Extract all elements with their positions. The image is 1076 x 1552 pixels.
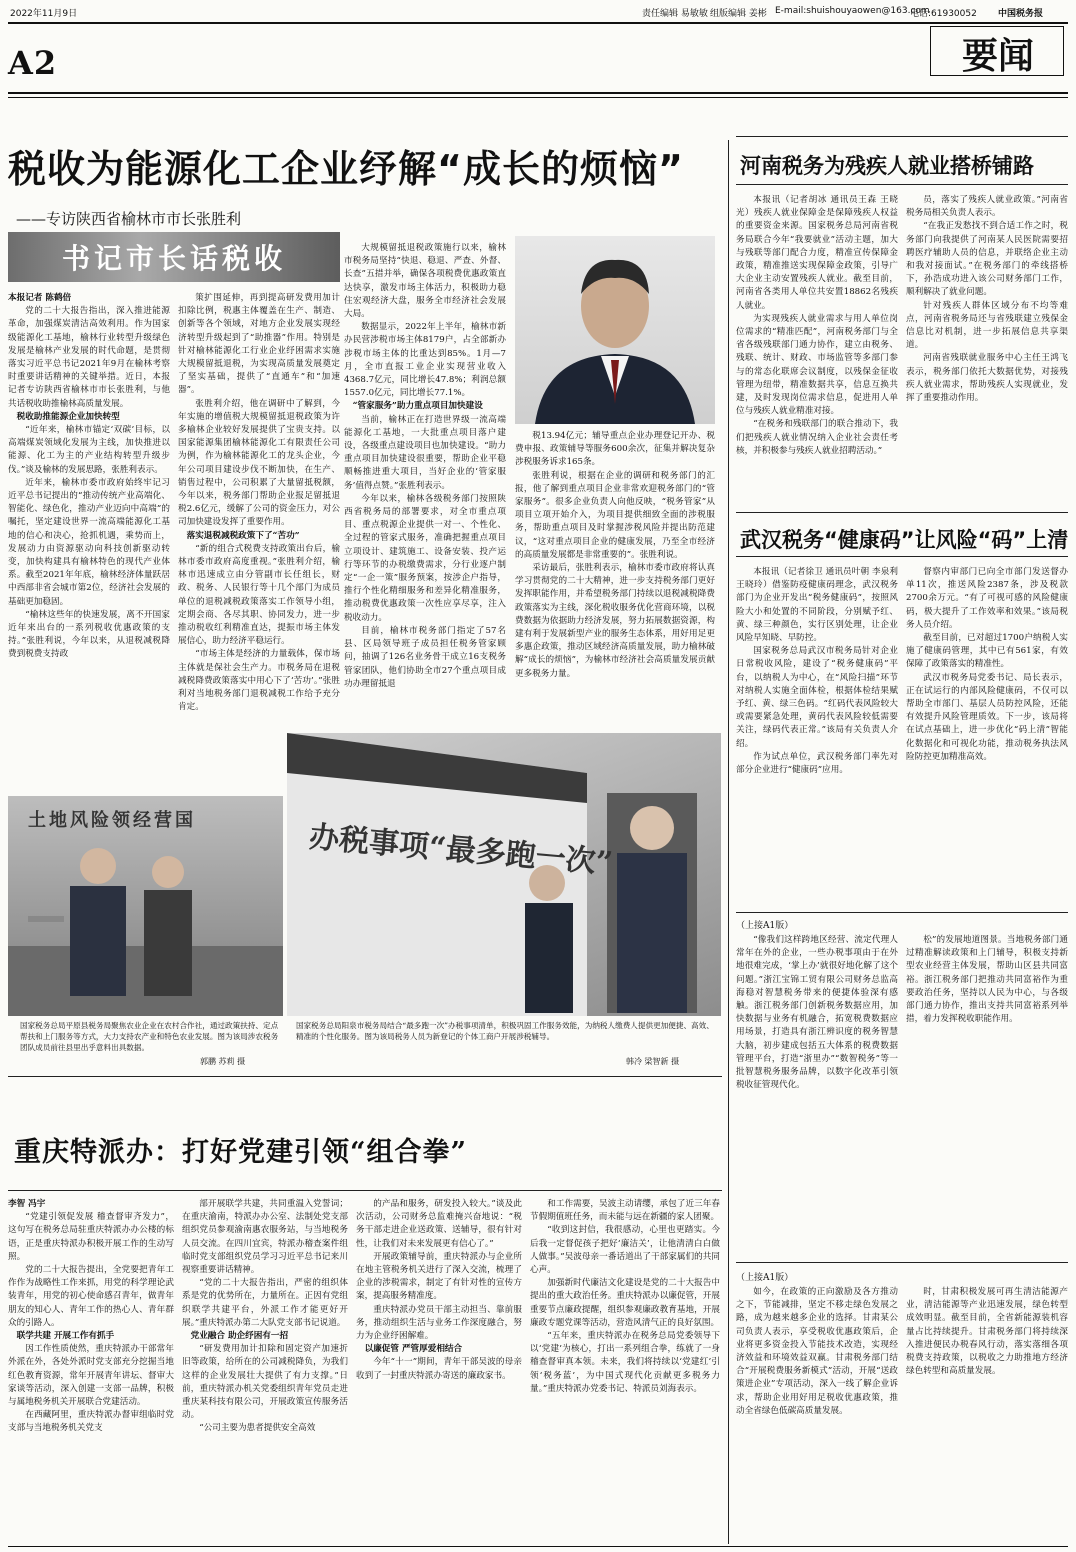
wuhan-title-rule	[736, 556, 1068, 557]
continued-1-col-2	[906, 934, 1068, 1250]
continued-1-label: （上接A1版）	[736, 921, 794, 931]
chongqing-col-3	[356, 1198, 522, 1544]
right-photo-caption: 国家税务总局阳泉市税务局结合“最多跑一次”办税事项清单，积极巩固工作服务效能，为纳税人缴费人提供更加便捷、高效、精准的个性化服务。图为该局税务人员为新登记的个体工商户开展涉税辅导。	[296, 1021, 714, 1041]
paragraph: 张胜利说，根据在企业的调研和税务部门的汇报，他了解到重点项目企业非常欢迎税务部门的“管家服务”。很多企业负责人向他反映，“税务管家”从项目立项开始介入，为项目提供细致全面的涉税服务，帮助重点项目及时掌握涉税风险并提出防范建议，“这对重点项目企业的健康发展，乃至全市经济的高质量发展都是非常重要的”。张胜利说。	[515, 470, 715, 560]
byline: 李智 冯宇	[8, 1199, 46, 1209]
wuhan-col-2	[906, 566, 1068, 906]
right-news-photo	[287, 733, 721, 1016]
chongqing-title-rule	[8, 1190, 722, 1191]
portrait-illustration	[515, 236, 715, 424]
wuhan-col-1	[736, 566, 898, 906]
continued-2-label: （上接A1版）	[736, 1273, 794, 1283]
paragraph: “公司主要为患者提供安全高效	[199, 1423, 316, 1434]
paragraph: 本报讯（记者徐卫 通讯员叶朝 李泉利 王晓玲）借鉴防疫健康码理念，武汉税务部门为企业开发出“税务健康码”，按照风险大小和处置的不同阶段，分别赋予红、黄、绿三种颜色，实行区别处理，让企业风险早知晓、早防控。	[736, 567, 898, 644]
continued-1-col-1-text: “像我们这样跨地区经营、流定代理人常年在外的企业，一些办税事项由于在外地很难完成，‘掌上办’就很好地化解了这个问题。”浙江宝锦工贸有限公司财务总监高海稳对智慧税务带来的便捷体验深有感触。浙江税务部门创新税务数据应用，加快数据与业务有机融合，拓宽税费数据应用场景，打造具有浙江辨识度的税务智慧大脑，初步建成包括五大体系的税费数据管理平台，打造“浙里办”“数智税务”等一批智慧税务服务品牌，以数字化改革引领税收征管现代化。	[736, 935, 898, 1091]
chongqing-headline: 重庆特派办：打好党建引领“组合拳”	[14, 1137, 468, 1168]
henan-title-rule	[736, 184, 1068, 185]
paragraph: “五年来，重庆特派办在税务总局党委领导下以‘党建’为核心，打出一系列组合拳，练就了一身稽查督审真本领。未来，我们将持续以‘党建红’引领‘税务蓝’，为中国式现代化贡献更多税务力量。”重庆特派办党委书记、特派员刘海表示。	[530, 1331, 720, 1394]
header-rule	[8, 22, 1068, 24]
paragraph: 员，落实了残疾人就业政策。”河南省税务局相关负责人表示。	[906, 195, 1068, 219]
chongqing-top-rule	[8, 1076, 722, 1077]
paragraph: “榆林这些年的快速发展，离不开国家近年来出台的一系列税收优惠政策的支持。”张胜利说，今年以来，从退税减税降费到税费支持政	[8, 609, 170, 660]
main-headline: 税收为能源化工企业纾解“成长的烦恼”	[8, 147, 684, 191]
main-article-col-2	[178, 292, 340, 792]
paragraph: 针对残疾人群体区域分布不均等难点，河南省税务局还与省残联建立残保金信息比对机制，进一步拓展信息共享渠道。	[906, 300, 1068, 351]
paragraph: 策扩围延伸，再到提高研发费用加计扣除比例，税惠主体覆盖在生产、制造、创新等各个领域，对地方企业发展实现经济转型升级起到了“助推器”作用。特别是针对榆林能源化工行业企业纾困需求实施大规模留抵退税，为实现高质量发展奠定了坚实基础，提供了“直通车”和“加速器”。	[178, 293, 340, 396]
paragraph: “市场主体是经济的力量载体，保市场主体就是保社会生产力。市税务局在退税减税降费政策落实中用心下了‘苦功’。”张胜利对当地税务部门退税减税工作给予充分肯定。	[178, 649, 340, 713]
paragraph: 开展政策辅导前，重庆特派办与企业所在地主管税务机关进行了深入交流，梳理了企业的涉税需求，制定了有针对性的宣传方案，提高服务精准度。	[356, 1251, 522, 1302]
continued-2-col-1-text: 如今，在政策的正向激励及各方推动之下，节能减排，坚定不移走绿色发展之路，成为越来越多企业的选择。甘肃某公司负责人表示，享受税收优惠政策后，企业将更多资金投入节能技术改造，实现经济效益和环境效益双赢。甘肃税务部门结合“开展税费服务新模式”活动，开展“送政策进企业”专项活动，深入一线了解企业诉求，帮助企业用好用足税收优惠政策，推动全省绿色低碳高质量发展。	[736, 1287, 898, 1416]
subheading: 落实退税减税政策下了“苦功”	[186, 530, 300, 541]
footer-rule	[8, 1546, 1068, 1547]
photo-signboard-text: 土地风险领经营国	[28, 810, 196, 831]
right-column-divider	[728, 140, 729, 1544]
paragraph: 目前，榆林市税务部门指定了57名县、区局领导班子成员担任税务管家顾问，抽调了126名业务骨干成立16支税务管家团队，他们协助全市27个重点项目成功办理留抵退	[344, 625, 506, 689]
paragraph: 在西藏阿里，重庆特派办督审组临时党支部与当地税务机关党支	[8, 1410, 174, 1434]
continued-2-col-1	[736, 1286, 898, 1544]
masthead-rule	[8, 92, 1068, 94]
henan-col-1	[736, 194, 898, 504]
chongqing-col-4	[530, 1198, 720, 1544]
portrait-photo	[515, 236, 715, 424]
main-article-col-3	[344, 242, 506, 792]
wuhan-top-rule	[736, 512, 1068, 513]
paragraph: 党的二十大报告指出，深入推进能源革命，加强煤炭清洁高效利用。作为国家级能源化工基地，榆林行业转型升级绿色发展是榆林产业发展的时代命题，是贯彻落实习近平总书记2021年9月在榆林考察时重要讲话精神的关键举措。近日，本报记者专访陕西省榆林市市长张胜利，与他共话税收助推榆林高质量发展。	[8, 306, 170, 409]
paragraph: “党的二十大报告指出，严密的组织体系是党的优势所在，力量所在。正因有党组织联学共建平台，外派工作才能更好开展。”重庆特派办第二大队党支部书记说道。	[182, 1278, 348, 1328]
main-subtitle: ——专访陕西省榆林市市长张胜利	[16, 210, 242, 228]
subheading: “管家服务”助力重点项目加快建设	[352, 401, 483, 412]
paragraph: “在税务和残联部门的联合推动下，我们把残疾人就业情况纳入企业社会责任考核，并积极参与残疾人就业招聘活动。”	[736, 419, 898, 456]
page-header-bar	[10, 6, 1066, 20]
paragraph: “研发费用加计扣除和固定资产加速折旧等政策，给所在的公司减税降负，为我们这样的企业发展壮大提供了有力支撑。”日前，重庆特派办机关党委组织青年党员走进重庆某科技有限公司，开展政策宣传服务活动。	[182, 1344, 348, 1421]
paragraph: 因工作性质使然，重庆特派办干部常年外派在外，各处外派时党支部充分挖掘当地红色教育资源，常年开展青年讲坛、督审大家谈等活动，深入创建一支部一品牌，积极与属地税务机关开展联合党建活动。	[8, 1344, 174, 1408]
paragraph: 今年以来，榆林各级税务部门按照陕西省税务局的部署要求，对全市重点项目、重点税源企业提供一对一、个性化、全过程的管家式服务，准确把握重点项目立项设计、建筑施工、设备安装、投产运行等环节的办税缴费需求，分行业逐户制定“一企一策”服务预案，按涉企户指导，推行个性化精细服务和差异化精准服务，推动税费优惠政策一次性应享尽享，注入税收动力。	[344, 493, 506, 623]
paragraph: 党的二十大报告提出，全党要把青年工作作为战略性工作来抓，用党的科学理论武装青年，用党的初心使命感召青年，做青年朋友的知心人、青年工作的热心人、青年群众的引路人。	[8, 1265, 174, 1328]
column-banner: 书记市长话税收	[8, 232, 340, 282]
layout-editor-credit: 组版编辑 姜彬	[710, 9, 767, 19]
paragraph: 重庆特派办党员干部主动担当、靠前服务，推动组织生活与业务工作深度融合，努力为企业纾困解难。	[356, 1304, 522, 1342]
contact-email: E-mail:shuishouyaowen@163.com	[775, 6, 930, 16]
subheading: 税收助推能源企业加快转型	[16, 411, 120, 422]
main-article-col-1	[8, 292, 170, 792]
paragraph: “新的组合式税费支持政策出台后，榆林市委市政府高度重视。”张胜利介绍，榆林市迅速成立由分管副市长任组长，财政、税务、人民银行等十几个部门为成员单位的退税减税政策落实工作领导小组，定期会商、各尽其职、协同发力，进一步推动税收红利精准直达，提振市场主体发展信心，助力经济平稳运行。	[178, 543, 340, 647]
continued-2-rule	[736, 1262, 1068, 1263]
henan-top-rule	[736, 136, 1068, 137]
paragraph: 本报讯（记者胡冰 通讯员王森 王晓光）残疾人就业保障金是保障残疾人权益的重要资金来源。国家税务总局河南省税务局联合今年“我要就业”活动主题，加大与残联等部门配合力度，精准宣传保障金政策，精准推送实现保障金政策，引导广大企业主动安置残疾人就业。截至目前，河南省各类用人单位共安置18862名残疾人就业。	[736, 195, 898, 311]
continued-2-col-2	[906, 1286, 1068, 1544]
paragraph: 武汉市税务局党委书记、局长表示，正在试运行的内部风险健康码，不仅可以帮助全市部门、基层人员防控风险，还能有效提升风险管理质效。下一步，该局将在试点基础上，进一步优化“码上清”智能化数据化和可视化功能，推动税务执法风险防控更加精准高效。	[906, 672, 1068, 762]
paragraph: 的产品和服务，研发投入较大。”谈及此次活动，公司财务总监难掩兴奋地说：“税务干部走进企业送政策、送辅导，很有针对性，让我们对未来发展更有信心了。”	[356, 1199, 522, 1249]
paragraph: 大规模留抵退税政策施行以来，榆林市税务局坚持“快退、稳退、严查、外督、长查”五措并举，确保各项税费优惠政策直达快享，激发市场主体活力，积极助力稳住宏观经济大盘，服务全市经济社会发展大局。	[344, 243, 506, 320]
paragraph: 为实现残疾人就业需求与用人单位岗位需求的“精准匹配”，河南税务部门与全省各级残联部门通力协作，建立由税务、残联、统计、财政、市场监管等多部门参与的常态化联席会议制度，以残保金征收管理为纽带，精准数据共享，信息互换共建，及时发现岗位需求信息，促进用人单位与残疾人就业精准对接。	[736, 313, 898, 417]
paragraph: 今年“十一”期间，青年干部吴波的母亲收到了一封重庆特派办寄送的廉政家书。	[356, 1357, 522, 1381]
chongqing-col-2	[182, 1198, 348, 1544]
newspaper-name: 中国税务报	[998, 9, 1044, 19]
subheading: 联学共建 开展工作有抓手	[16, 1331, 115, 1342]
issue-date: 2022年11月9日	[10, 9, 78, 19]
paragraph: 部开展联学共建，共同重温入党誓词；在重庆渝南，特派办办公室、法制处党支部组织党员参观渝南惠农服务站，与当地税务人员交流。在四川宜宾，特派办稽查案件组临时党支部组织党员学习习近平总书记来川视察重要讲话精神。	[182, 1199, 348, 1276]
subheading: 党业融合 助企纾困有一招	[190, 1331, 289, 1342]
paragraph: 作为试点单位，武汉税务部门率先对部分企业进行“健康码”应用。	[736, 751, 898, 776]
paragraph: 截至目前，已对超过1700户纳税人实施了健康码管理，其中已有561家，有效保障了政策落实的精准性。	[906, 633, 1068, 670]
left-photo-caption: 国家税务总局平原县税务局聚焦农业企业在农村合作社，通过政策扶持、定点帮扶和上门服务等方式，大力支持农产业和特色农业发展。图为该局涉农税务团队成员前往县里出乎意料出具数据。	[20, 1021, 279, 1052]
paragraph: 和工作需要，吴波主动请缨，承包了近三年春节假期值班任务，而未能与远在新疆的家人团聚。	[530, 1199, 720, 1223]
paragraph: 加强新时代廉洁文化建设是党的二十大报告中提出的重大政治任务。重庆特派办以廉促管，开展重要节点廉政提醒，组织参观廉政教育基地，开展廉政专题党课等活动，营造风清气正的良好氛围。	[530, 1278, 720, 1328]
left-photo-credit: 郭鹏 苏莉 摄	[200, 1057, 246, 1066]
paragraph: “近年来，榆林市锚定‘双碳’目标，以高端煤炭领域化发展为主线，加快推进以能源、化工为主的产业结构转型升级步伐。”谈及榆林的发展思路，张胜利表示。	[8, 425, 170, 475]
continued-1-col-1	[736, 934, 898, 1250]
paragraph: 国家税务总局武汉市税务局针对企业日常税收风险，建设了“税务健康码”平台，以纳税人为中心，在“风险扫描”环节对纳税人实施全面体检，根据体检结果赋予红、黄、绿三色码。“红码代表风险较大或需要紧急处理，黄码代表风险较低需要关注，绿码代表正常。”该局有关负责人介绍。	[736, 646, 898, 749]
contact-phone: 电话:61930052	[910, 9, 977, 19]
photo-wall-text: 办税事项“最多跑一次”	[307, 819, 615, 882]
continued-1-rule	[736, 912, 1068, 913]
page-number: A2	[8, 44, 58, 82]
paragraph: 数据显示，2022年上半年，榆林市新办民营涉税市场主体8179户，占全部新办涉税市场主体的比重达到85%。1月—7月，全市直报工业企业实现营业收入4368.7亿元，同比增长47.8%；利润总额1557.0亿元，同比增长77.1%。	[344, 322, 506, 399]
editor-credit: 责任编辑 易敏敏	[642, 9, 708, 19]
paragraph: 税13.94亿元；辅导重点企业办理登记开办、税费申报、政策辅导等服务600余次，征集并解决复杂涉税服务诉求165条。	[515, 431, 715, 468]
chongqing-col-1	[8, 1198, 174, 1544]
henan-headline: 河南税务为残疾人就业搭桥铺路	[740, 154, 1034, 178]
paragraph: “收到这封信，我很感动，心里也更踏实。今后我一定督促孩子把好‘廉洁关’，让他清清白白做人做事。”吴波母亲一番话道出了干部家属们的共同心声。	[530, 1225, 720, 1276]
left-photo-figures	[8, 796, 283, 1016]
paragraph: 采访最后，张胜利表示，榆林市委市政府将认真学习贯彻党的二十大精神，进一步支持税务部门更好发挥职能作用，并希望税务部门持续以退税减税降费政策落实为主线，深化税收服务优化营商环境，以税费数据为依据助力经济发展，努力拓展数据资源，构建有利于发展新型产业的服务生态体系，用好用足更多惠企政策，推动区域经济高质量发展，助力榆林破解“成长的烦恼”，为榆林市经济社会高质量发展贡献更多税务力量。	[515, 563, 715, 679]
continued-1-col-2-text: 松”的发展地道图景。当地税务部门通过精准解读政策和上门辅导，积极支持新型农业经营主体发展，帮助山区县共同富裕。浙江税务部门把推动共同富裕作为重要政治任务，坚持以人民为中心，与各级部门通力协作，推出支持共同富裕系列举措，着力发挥税收职能作用。	[906, 935, 1068, 1025]
left-news-photo	[8, 796, 283, 1016]
wuhan-headline: 武汉税务“健康码”让风险“码”上清	[740, 528, 1069, 552]
paragraph: 河南省残联就业服务中心主任王鸿飞表示，税务部门依托大数据优势，对接残疾人就业需求，帮助残疾人实现就业，发挥了重要推动作用。	[906, 353, 1068, 404]
paragraph: “在我正发愁找不到合适工作之时，税务部门向我提供了河南某人民医院需要招聘医疗辅助人员的信息，并联络企业主动和我对接面试。”在税务部门的牵线搭桥下，孙浩成功进入该公司财务部门工作，顺利解决了就业问题。	[906, 221, 1068, 298]
henan-col-2	[906, 194, 1068, 504]
section-title: 要闻	[962, 35, 1035, 77]
paragraph: 督察内审部门已向全市部门发送督办单11次，推送风险2387条，涉及税款2700余万元。“有了可视可感的风险健康码，极大提升了工作效率和效果。”该局税务人员介绍。	[906, 567, 1068, 630]
continued-2-col-2-text: 时，甘肃积极发展可再生清洁能源产业，清洁能源等产业迅速发展，绿色转型成效明显。截至目前，全省新能源装机容量占比持续提升。甘肃税务部门将持续深入推进便民办税春风行动，落实落细各项税费支持政策，以税收之力助推地方经济绿色转型和高质量发展。	[906, 1287, 1068, 1377]
paragraph: “党建引领促发展 稽查督审齐发力”，这句写在税务总局驻重庆特派办办公楼的标语，正是重庆特派办积极开展工作的生动写照。	[8, 1212, 174, 1262]
masthead-rule-thin	[8, 97, 1068, 98]
paragraph: 当前，榆林正在打造世界级一流高端能源化工基地，一大批重点项目落户建设，各级重点建设项目也加快建设。“助力重点项目加快建设很重要，帮助企业平稳顺畅推进重大项目，当好企业的‘管家服务’值得点赞。”张胜利表示。	[344, 414, 506, 491]
byline: 本报记者 陈鹤倍	[8, 293, 72, 303]
subheading: 以廉促管 严管厚爱相结合	[364, 1344, 463, 1355]
right-photo-figures	[287, 733, 721, 1016]
paragraph: 张胜利介绍，他在调研中了解到，今年实施的增值税大规模留抵退税政策为许多榆林企业较好发展提供了宝贵支持。以国家能源集团榆林能源化工有限责任公司为例，作为榆林能源化工的龙头企业，今年公司项目建设步伐不断加快，在生产、销售过程中，公司积累了大量留抵税额，今年以来，税务部门帮助企业报足留抵退税2.6亿元，缓解了公司的资金压力，对公司加快建设发挥了重要作用。	[178, 398, 340, 528]
paragraph: 近年来，榆林市委市政府始终牢记习近平总书记提出的“推动传统产业高端化、智能化、绿色化，推动产业迈向中高端”的嘱托，坚定建设世界一流高端能源化工基地的信心和决心，抢抓机遇，乘势而上，发展动力由资源驱动向科技创新驱动转变，加快构建具有榆林特色的现代产业体系。截至2021年年底，榆林经济体量跃居中西部非省会城市第2位，经济社会发展的基础更加稳固。	[8, 477, 170, 607]
right-photo-credit: 韩冷 梁智新 摄	[626, 1057, 680, 1066]
